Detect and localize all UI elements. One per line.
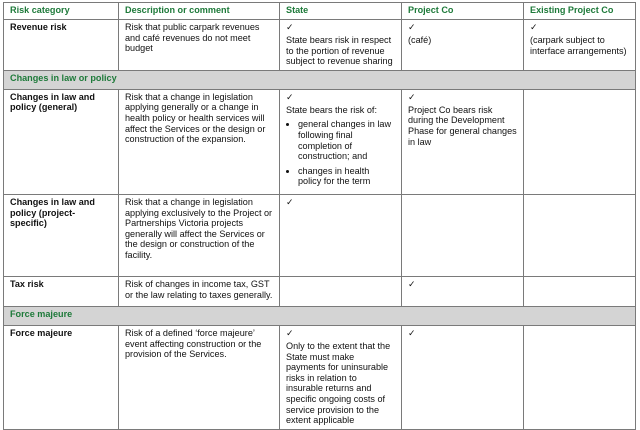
tax-existing-cell — [524, 276, 636, 306]
header-description: Description or comment — [119, 3, 280, 20]
force-state-note: Only to the extent that the State must make payments for uninsurable risks in relation to insurable returns and specific ongoing costs of service provision to the extent applicable — [286, 340, 391, 426]
check-icon: ✓ — [408, 22, 416, 32]
check-icon: ✓ — [530, 22, 538, 32]
law-general-state-cell — [280, 89, 402, 194]
tax-projectco-cell — [402, 276, 524, 306]
law-project-projectco-cell — [402, 194, 524, 276]
check-icon: ✓ — [286, 22, 294, 32]
tax-description: Risk of changes in income tax, GST or the law relating to taxes generally. — [119, 276, 280, 306]
tax-category: Tax risk — [4, 276, 119, 306]
check-icon: ✓ — [408, 91, 416, 102]
header-state: State — [280, 3, 402, 20]
revenue-state-cell — [280, 20, 402, 71]
check-icon: ✓ — [408, 278, 416, 289]
force-existing-cell — [524, 325, 636, 429]
section-row-changes-in-law — [4, 70, 636, 89]
header-risk-category: Risk category — [4, 3, 119, 20]
force-description: Risk of a defined ‘force majeure’ event affecting construction or the provision of the Services. — [119, 325, 280, 429]
tax-state-cell — [280, 276, 402, 306]
section-title: Force majeure — [4, 306, 636, 325]
revenue-category: Revenue risk — [4, 20, 119, 71]
list-item: • changes in health policy for the term — [298, 166, 395, 187]
row-revenue-risk — [4, 20, 636, 71]
check-icon: ✓ — [286, 91, 294, 102]
revenue-state-note: State bears risk in respect to the portion of revenue subject to revenue sharing — [286, 35, 393, 67]
law-general-description: Risk that a change in legislation applying generally or a change in health policy or health services will affect the Services or the design or construction of the expansion. — [119, 89, 280, 194]
law-general-projectco-note: Project Co bears risk during the Development Phase for general changes in law — [408, 104, 517, 147]
check-icon: ✓ — [286, 327, 294, 338]
law-general-projectco-cell — [402, 89, 524, 194]
row-force-majeure — [4, 325, 636, 429]
section-title: Changes in law or policy — [4, 70, 636, 89]
header-row — [4, 3, 636, 20]
row-law-project-specific — [4, 194, 636, 276]
section-row-force-majeure — [4, 306, 636, 325]
revenue-existing-cell — [524, 20, 636, 71]
revenue-projectco-note: (café) — [408, 35, 432, 45]
check-icon: ✓ — [286, 196, 294, 207]
law-general-category: Changes in law and policy (general) — [4, 89, 119, 194]
row-tax-risk — [4, 276, 636, 306]
law-general-existing-cell — [524, 89, 636, 194]
law-project-existing-cell — [524, 194, 636, 276]
law-general-state-list — [286, 119, 395, 187]
row-law-general — [4, 89, 636, 194]
force-category: Force majeure — [4, 325, 119, 429]
law-project-state-cell — [280, 194, 402, 276]
revenue-description: Risk that public carpark revenues and café revenues do not meet budget — [119, 20, 280, 71]
force-state-cell — [280, 325, 402, 429]
risk-allocation-table — [3, 2, 636, 430]
revenue-existing-note: (carpark subject to interface arrangements) — [530, 35, 627, 56]
check-icon: ✓ — [408, 327, 416, 338]
law-project-category: Changes in law and policy (project- specific) — [4, 194, 119, 276]
force-projectco-cell — [402, 325, 524, 429]
law-project-description: Risk that a change in legislation applying exclusively to the Project or Partnerships Victoria projects generally will affect the Services or the design or construction of the facility. — [119, 194, 280, 276]
law-general-state-intro: State bears the risk of: — [286, 104, 377, 115]
list-item: • general changes in law following final completion of construction; and — [298, 119, 395, 161]
header-project-co: Project Co — [402, 3, 524, 20]
header-existing-project-co: Existing Project Co — [524, 3, 636, 20]
revenue-projectco-cell — [402, 20, 524, 71]
